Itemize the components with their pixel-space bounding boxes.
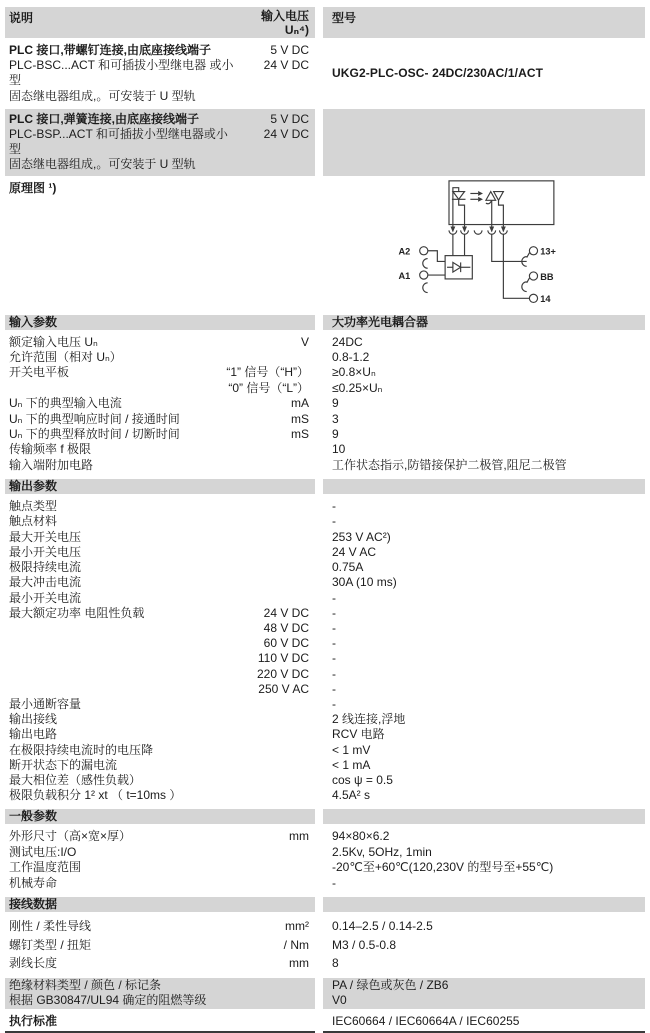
spec-row bbox=[5, 396, 645, 411]
spec-left-cell bbox=[5, 412, 315, 427]
spec-left-cell bbox=[5, 545, 315, 560]
schematic-label: 原理图 ¹) bbox=[9, 180, 57, 195]
section-header-output bbox=[5, 479, 645, 494]
spec-unit: V bbox=[300, 334, 309, 349]
spec-label: Uₙ 下的典型响应时间 / 接通时间 bbox=[9, 411, 180, 426]
terminal-a2-label: A2 bbox=[398, 246, 411, 257]
spec-label: Uₙ 下的典型输入电流 bbox=[9, 396, 122, 411]
section-wiring bbox=[5, 897, 645, 973]
spec-row bbox=[5, 860, 645, 876]
spec-left-cell bbox=[5, 499, 315, 514]
section-right-title bbox=[323, 479, 645, 494]
spec-value: ≤0.25×Uₙ bbox=[332, 380, 383, 395]
spec-row bbox=[5, 936, 645, 955]
spec-unit: 110 V DC bbox=[257, 651, 309, 666]
spec-label: 最小通断容量 bbox=[9, 696, 82, 711]
spec-row bbox=[5, 365, 645, 380]
section-right-title bbox=[323, 897, 645, 912]
spec-value-cell bbox=[323, 788, 645, 803]
spec-label: 断开状态下的漏电流 bbox=[9, 757, 118, 772]
section-title: 输入参数 bbox=[5, 315, 315, 330]
spec-value-cell bbox=[323, 591, 645, 606]
voltage-value: 5 V DC bbox=[270, 43, 309, 57]
spec-value: - bbox=[332, 514, 336, 529]
spec-left-cell bbox=[5, 514, 315, 529]
section-output bbox=[5, 479, 645, 803]
spec-label: 机械寿命 bbox=[9, 875, 58, 890]
spec-left-cell bbox=[5, 993, 315, 1009]
spec-row bbox=[5, 917, 645, 936]
terminal-a1-label: A1 bbox=[398, 270, 411, 281]
spec-label: 极限持续电流 bbox=[9, 560, 82, 575]
spec-value-cell bbox=[323, 743, 645, 758]
product-description-cell bbox=[5, 109, 315, 176]
spec-label: 触点类型 bbox=[9, 499, 58, 514]
schematic-area bbox=[323, 176, 650, 312]
spec-value: < 1 mA bbox=[332, 757, 371, 772]
spec-label: Uₙ 下的典型释放时间 / 切断时间 bbox=[9, 427, 180, 442]
spec-row bbox=[5, 575, 645, 590]
spec-value: 2.5Kv, 5OHz, 1min bbox=[332, 844, 432, 859]
section-header-general bbox=[5, 809, 645, 824]
spec-row bbox=[5, 350, 645, 365]
spec-value: 工作状态指示,防错接保护二极管,阻尼二极管 bbox=[332, 457, 567, 472]
spec-value: - bbox=[332, 590, 336, 605]
spec-value: - bbox=[332, 696, 336, 711]
spec-value: 2 线连接,浮地 bbox=[332, 712, 406, 727]
spec-value: - bbox=[332, 605, 336, 620]
spec-value-cell bbox=[323, 651, 645, 666]
spec-unit: mm bbox=[289, 829, 309, 844]
spec-left-cell bbox=[5, 591, 315, 606]
schematic-left bbox=[5, 176, 315, 312]
section-header-wiring bbox=[5, 897, 645, 912]
circuit-diagram bbox=[381, 176, 650, 310]
spec-label: 触点材料 bbox=[9, 514, 58, 529]
spec-row bbox=[5, 458, 645, 473]
spec-left-cell bbox=[5, 575, 315, 590]
plug-contacts bbox=[449, 224, 507, 234]
spec-value-cell bbox=[323, 845, 645, 861]
spec-left-cell bbox=[5, 458, 315, 473]
input-voltage-label: 输入电压 bbox=[260, 9, 309, 23]
spec-unit: 24 V DC bbox=[263, 605, 309, 620]
spec-value: 9 bbox=[332, 396, 339, 411]
spec-unit: “0” 信号（“L”） bbox=[228, 380, 309, 395]
spec-value: 24DC bbox=[332, 334, 363, 349]
spec-left-cell bbox=[5, 1013, 315, 1033]
spec-value: - bbox=[332, 875, 336, 890]
spec-value: - bbox=[332, 681, 336, 696]
spec-label: 最小开关电流 bbox=[9, 590, 82, 605]
spec-value: - bbox=[332, 666, 336, 681]
top-header-left bbox=[5, 7, 315, 38]
spec-value: V0 bbox=[332, 993, 347, 1008]
spec-left-cell bbox=[5, 621, 315, 636]
spec-left-cell bbox=[5, 606, 315, 621]
spec-row bbox=[5, 829, 645, 845]
spec-row bbox=[5, 978, 645, 994]
spec-row bbox=[5, 876, 645, 892]
spec-left-cell bbox=[5, 636, 315, 651]
spec-row bbox=[5, 621, 645, 636]
spec-left-cell bbox=[5, 350, 315, 365]
terminal-a2 bbox=[420, 246, 428, 254]
spec-unit: 60 V DC bbox=[263, 636, 309, 651]
spec-row bbox=[5, 993, 645, 1009]
spec-value-cell bbox=[323, 545, 645, 560]
spec-row bbox=[5, 682, 645, 697]
product-voltages bbox=[237, 43, 309, 104]
spec-value-cell bbox=[323, 530, 645, 545]
spec-left-cell bbox=[5, 381, 315, 396]
spec-value: 94×80×6.2 bbox=[332, 829, 390, 844]
section-input bbox=[5, 315, 645, 474]
input-voltage-symbol: Uₙ⁴) bbox=[284, 23, 309, 37]
spec-left-cell bbox=[5, 530, 315, 545]
product-description-line: PLC 接口,弹簧连接,由底座接线端子 bbox=[9, 111, 200, 126]
spec-left-cell bbox=[5, 773, 315, 788]
spec-label: 极限负载积分 1² xt （ t=10ms ） bbox=[9, 788, 182, 803]
spec-value-cell bbox=[323, 917, 645, 936]
spec-value-cell bbox=[323, 876, 645, 892]
terminal-14 bbox=[529, 294, 537, 302]
product-description-line: 固态继电器组成,。可安装于 U 型轨 bbox=[9, 157, 196, 172]
product-voltages bbox=[237, 112, 309, 173]
spec-left-cell bbox=[5, 365, 315, 380]
spec-value: 9 bbox=[332, 427, 339, 442]
section-title: 输出参数 bbox=[5, 479, 315, 494]
spec-value-cell bbox=[323, 442, 645, 457]
spec-value-cell bbox=[323, 667, 645, 682]
spec-value-cell bbox=[323, 412, 645, 427]
spec-value-cell bbox=[323, 458, 645, 473]
spec-value-cell bbox=[323, 697, 645, 712]
spec-value: RCV 电路 bbox=[332, 727, 385, 742]
spec-row bbox=[5, 651, 645, 666]
spec-label: 输出电路 bbox=[9, 727, 58, 742]
spec-left-cell bbox=[5, 651, 315, 666]
spec-label: 最小开关电压 bbox=[9, 544, 82, 559]
terminal-bb-label: BB bbox=[540, 271, 554, 282]
spec-left-cell bbox=[5, 758, 315, 773]
spec-value-cell bbox=[323, 993, 645, 1009]
spec-unit: mS bbox=[291, 427, 309, 442]
product-description bbox=[9, 112, 237, 173]
spec-row bbox=[5, 335, 645, 350]
spec-row bbox=[5, 845, 645, 861]
spec-left-cell bbox=[5, 667, 315, 682]
spec-value-cell bbox=[323, 365, 645, 380]
spec-row bbox=[5, 606, 645, 621]
spec-unit: 250 V AC bbox=[258, 681, 309, 696]
product-rows bbox=[5, 40, 645, 176]
product-description-line: PLC-BSC...ACT 和可插拔小型继电器 或小型 bbox=[9, 58, 234, 88]
spec-value: 24 V AC bbox=[332, 544, 377, 559]
schematic-row bbox=[5, 176, 645, 312]
spec-label: 执行标准 bbox=[9, 1013, 58, 1028]
spec-left-cell bbox=[5, 788, 315, 803]
spec-label: 根据 GB30847/UL94 确定的阻燃等级 bbox=[9, 993, 207, 1008]
spec-value-cell bbox=[323, 954, 645, 973]
spec-left-cell bbox=[5, 876, 315, 892]
spec-label: 开关电平板 bbox=[9, 365, 70, 380]
spec-unit: 220 V DC bbox=[256, 666, 309, 681]
product-description bbox=[9, 43, 237, 104]
spec-unit: mm bbox=[289, 956, 309, 971]
diode-symbol bbox=[453, 262, 461, 272]
spec-row bbox=[5, 442, 645, 457]
spec-row bbox=[5, 743, 645, 758]
spec-value: 30A (10 ms) bbox=[332, 575, 397, 590]
spec-row bbox=[5, 514, 645, 529]
spec-value: 253 V AC²) bbox=[332, 529, 391, 544]
spec-unit: 48 V DC bbox=[263, 620, 309, 635]
spec-left-cell bbox=[5, 954, 315, 973]
spec-value: - bbox=[332, 499, 336, 514]
spec-value: 0.8-1.2 bbox=[332, 350, 370, 365]
spec-row bbox=[5, 499, 645, 514]
spec-value: 0.14–2.5 / 0.14-2.5 bbox=[332, 919, 433, 934]
terminal-13 bbox=[529, 246, 537, 254]
top-header-right bbox=[323, 7, 645, 38]
spec-value: 8 bbox=[332, 956, 339, 971]
model-number: UKG2-PLC-OSC- 24DC/230AC/1/ACT bbox=[332, 66, 544, 81]
spec-label: 刚性 / 柔性导线 bbox=[9, 919, 92, 934]
spec-value-cell bbox=[323, 514, 645, 529]
spec-label: 螺钉类型 / 扭矩 bbox=[9, 937, 92, 952]
spec-value-cell bbox=[323, 575, 645, 590]
section-standards bbox=[5, 1013, 645, 1033]
section-title: 一般参数 bbox=[5, 809, 315, 824]
spec-value-cell bbox=[323, 773, 645, 788]
spec-value: - bbox=[332, 636, 336, 651]
spec-value-cell bbox=[323, 727, 645, 742]
spec-unit: mA bbox=[291, 396, 309, 411]
spec-row bbox=[5, 697, 645, 712]
product-description-cell bbox=[5, 40, 315, 107]
spec-left-cell bbox=[5, 427, 315, 442]
spec-value: ≥0.8×Uₙ bbox=[332, 365, 376, 380]
spec-row bbox=[5, 788, 645, 803]
spec-value-cell bbox=[323, 978, 645, 994]
spec-label: 外形尺寸（高×宽×厚） bbox=[9, 829, 132, 844]
col-header-description: 说明 bbox=[9, 11, 34, 25]
spec-row bbox=[5, 530, 645, 545]
product-model-cell bbox=[323, 40, 645, 107]
led-symbol bbox=[453, 191, 465, 199]
spec-left-cell bbox=[5, 442, 315, 457]
spec-unit: mm² bbox=[285, 919, 309, 934]
spec-value: 4.5A² s bbox=[332, 788, 371, 803]
spec-row bbox=[5, 758, 645, 773]
spec-label: 输入端附加电路 bbox=[9, 457, 94, 472]
col-header-input-voltage bbox=[261, 9, 309, 38]
spec-row bbox=[5, 636, 645, 651]
spec-left-cell bbox=[5, 829, 315, 845]
spec-value-cell bbox=[323, 1013, 645, 1033]
spec-label: 最大冲击电流 bbox=[9, 575, 82, 590]
spec-unit: “1” 信号（“H”） bbox=[226, 365, 309, 380]
spec-value-cell bbox=[323, 829, 645, 845]
spec-value-cell bbox=[323, 427, 645, 442]
spec-unit: / Nm bbox=[283, 937, 309, 952]
spec-row bbox=[5, 412, 645, 427]
spec-value-cell bbox=[323, 621, 645, 636]
spec-row bbox=[5, 545, 645, 560]
spec-left-cell bbox=[5, 727, 315, 742]
section-right-title bbox=[323, 809, 645, 824]
spec-value: M3 / 0.5-0.8 bbox=[332, 937, 397, 952]
spec-value-cell bbox=[323, 560, 645, 575]
top-table-header bbox=[5, 7, 645, 38]
col-header-model: 型号 bbox=[332, 11, 357, 25]
spec-value: cos ψ = 0.5 bbox=[332, 772, 393, 787]
spec-label: 传输频率 f 极限 bbox=[9, 442, 92, 457]
spec-value-cell bbox=[323, 682, 645, 697]
spec-row bbox=[5, 727, 645, 742]
spec-left-cell bbox=[5, 396, 315, 411]
spec-value: IEC60664 / IEC60664A / IEC60255 bbox=[332, 1013, 520, 1028]
section-material bbox=[5, 978, 645, 1009]
spec-label: 最大开关电压 bbox=[9, 529, 82, 544]
product-description-line: PLC-BSP...ACT 和可插拔小型继电器或小型 bbox=[9, 127, 228, 157]
terminal-bb bbox=[529, 272, 537, 280]
spec-row bbox=[5, 667, 645, 682]
product-model-cell bbox=[323, 109, 645, 176]
spec-label: 输出接线 bbox=[9, 712, 58, 727]
spec-left-cell bbox=[5, 978, 315, 994]
spec-label: 允许范围（相对 Uₙ） bbox=[9, 350, 122, 365]
spec-row bbox=[5, 773, 645, 788]
terminal-a1 bbox=[420, 271, 428, 279]
section-general bbox=[5, 809, 645, 891]
spec-left-cell bbox=[5, 335, 315, 350]
spec-value: - bbox=[332, 651, 336, 666]
spec-left-cell bbox=[5, 936, 315, 955]
voltage-value: 5 V DC bbox=[270, 111, 309, 126]
spec-left-cell bbox=[5, 845, 315, 861]
spec-row bbox=[5, 954, 645, 973]
spec-value-cell bbox=[323, 381, 645, 396]
spec-label: 测试电压:I/O bbox=[9, 844, 77, 859]
section-right-title: 大功率光电耦合器 bbox=[323, 315, 645, 330]
spec-value-cell bbox=[323, 758, 645, 773]
spec-sections bbox=[5, 315, 645, 1033]
spec-value-cell bbox=[323, 499, 645, 514]
product-row bbox=[5, 40, 645, 107]
spec-left-cell bbox=[5, 560, 315, 575]
section-title: 接线数据 bbox=[5, 897, 315, 912]
spec-row bbox=[5, 560, 645, 575]
product-row bbox=[5, 109, 645, 176]
product-description-line: 固态继电器组成,。可安装于 U 型轨 bbox=[9, 88, 196, 103]
spec-left-cell bbox=[5, 712, 315, 727]
spec-row bbox=[5, 1013, 645, 1033]
spec-label: 最大相位差（感性负载） bbox=[9, 772, 142, 787]
spec-value-cell bbox=[323, 860, 645, 876]
spec-left-cell bbox=[5, 697, 315, 712]
spec-value-cell bbox=[323, 396, 645, 411]
spec-left-cell bbox=[5, 917, 315, 936]
spec-value-cell bbox=[323, 335, 645, 350]
spec-left-cell bbox=[5, 743, 315, 758]
spec-value: 0.75A bbox=[332, 560, 364, 575]
section-header-input bbox=[5, 315, 645, 330]
spec-value: 3 bbox=[332, 411, 339, 426]
spec-left-cell bbox=[5, 682, 315, 697]
voltage-value: 24 V DC bbox=[263, 127, 309, 142]
spec-value-cell bbox=[323, 350, 645, 365]
terminal-14-label: 14 bbox=[540, 293, 551, 304]
spec-value: PA / 绿色或灰色 / ZB6 bbox=[332, 977, 449, 992]
spec-value-cell bbox=[323, 936, 645, 955]
spec-row bbox=[5, 712, 645, 727]
voltage-value: 24 V DC bbox=[263, 58, 309, 73]
spec-label: 绝缘材料类型 / 颜色 / 标记条 bbox=[9, 977, 162, 992]
spec-value: 10 bbox=[332, 442, 346, 457]
spec-unit: mS bbox=[291, 411, 309, 426]
spec-left-cell bbox=[5, 860, 315, 876]
spec-value: < 1 mV bbox=[332, 742, 371, 757]
spec-value-cell bbox=[323, 712, 645, 727]
spec-value-cell bbox=[323, 636, 645, 651]
product-description-line: PLC 接口,带螺钉连接,由底座接线端子 bbox=[9, 43, 212, 57]
terminal-13-label: 13+ bbox=[540, 246, 556, 257]
spec-value: -20℃至+60℃(120,230V 的型号至+55℃) bbox=[332, 860, 554, 875]
spec-label: 工作温度范围 bbox=[9, 860, 82, 875]
spec-row bbox=[5, 591, 645, 606]
spec-label: 在极限持续电流时的电压降 bbox=[9, 742, 154, 757]
spec-label: 最大额定功率 电阻性负载 bbox=[9, 605, 145, 620]
spec-row bbox=[5, 381, 645, 396]
spec-label: 剥线长度 bbox=[9, 956, 58, 971]
spec-value-cell bbox=[323, 606, 645, 621]
spec-label: 额定输入电压 Uₙ bbox=[9, 334, 98, 349]
spec-row bbox=[5, 427, 645, 442]
spec-value: - bbox=[332, 620, 336, 635]
